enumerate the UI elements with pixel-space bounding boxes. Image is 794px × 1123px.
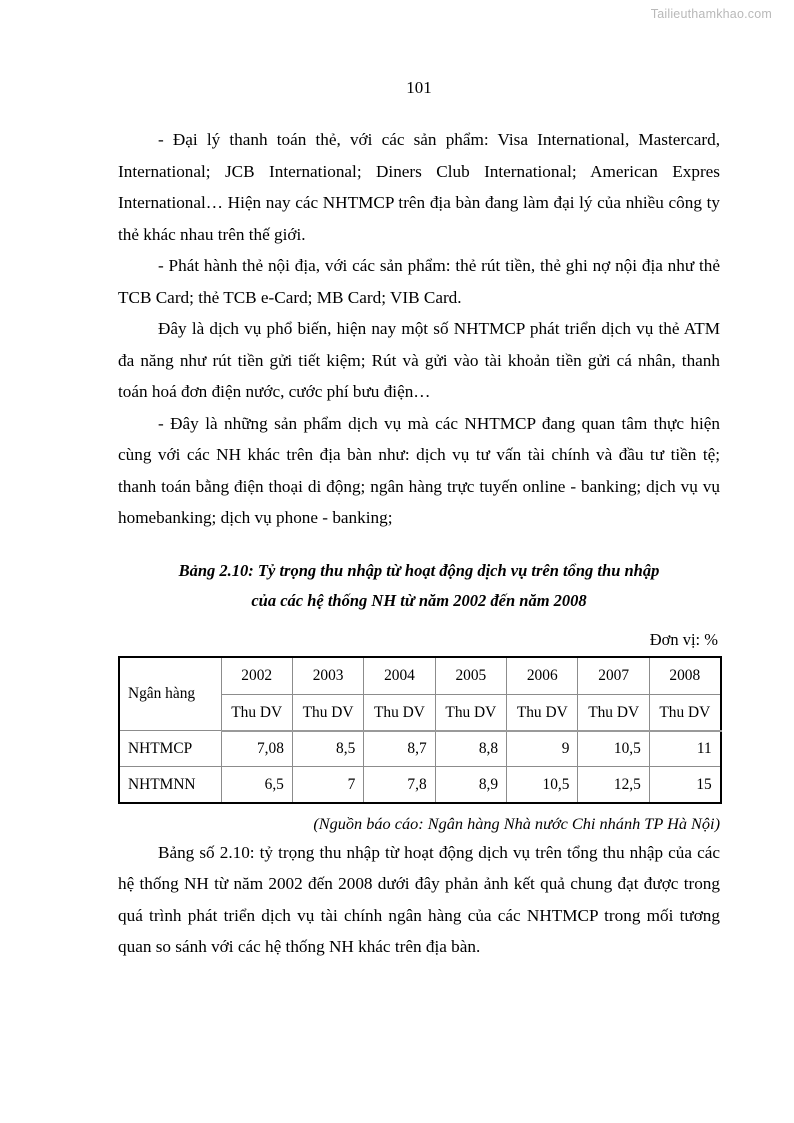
paragraph-4: - Đây là những sản phẩm dịch vụ mà các NHTMCP đang quan tâm thực hiện cùng với các NH khác trên địa bàn như: dịch vụ tư vấn tài chính và đầu tư tiền tệ; thanh toán bằng điện thoại di động; ngân hàng trực tuyến online - banking; dịch vụ vụ homebanking; dịch vụ phone - banking; bbox=[118, 413, 720, 528]
table-header-year-2008: 2008 bbox=[649, 657, 720, 695]
cell-nhtmnn-2002: 6,5 bbox=[221, 767, 292, 803]
cell-nhtmcp-2003: 8,5 bbox=[292, 731, 363, 767]
table-row bbox=[119, 731, 721, 767]
table-header-year-2002: 2002 bbox=[221, 657, 292, 695]
table-subheader-2003: Thu DV bbox=[292, 695, 363, 731]
paragraph-2: - Phát hành thẻ nội địa, với các sản phẩm: thẻ rút tiền, thẻ ghi nợ nội địa như thẻ TCB Card; thẻ TCB e-Card; MB Card; VIB Card. bbox=[118, 256, 720, 307]
cell-nhtmnn-2003: 7 bbox=[292, 767, 363, 803]
table-row-label-nhtmnn: NHTMNN bbox=[119, 767, 221, 803]
cell-nhtmnn-2008: 15 bbox=[649, 767, 720, 803]
cell-nhtmcp-2008: 11 bbox=[649, 731, 720, 767]
table-subheader-2006: Thu DV bbox=[507, 695, 578, 731]
cell-nhtmcp-2002: 7,08 bbox=[221, 731, 292, 767]
table-source-note: (Nguồn báo cáo: Ngân hàng Nhà nước Chi nhánh TP Hà Nội) bbox=[313, 813, 720, 833]
cell-nhtmnn-2006: 10,5 bbox=[507, 767, 578, 803]
cell-nhtmnn-2004: 7,8 bbox=[364, 767, 435, 803]
table-caption-line-2: của các hệ thống NH từ năm 2002 đến năm 2008 bbox=[251, 590, 587, 610]
table-caption-line-1: Bảng 2.10: Tỷ trọng thu nhập từ hoạt động dịch vụ trên tổng thu nhập bbox=[178, 560, 660, 580]
table-header-bank: Ngân hàng bbox=[119, 657, 221, 731]
cell-nhtmnn-2007: 12,5 bbox=[578, 767, 649, 803]
table-header-year-2005: 2005 bbox=[435, 657, 506, 695]
income-ratio-table bbox=[118, 656, 722, 804]
page-content bbox=[118, 78, 720, 963]
table-header-year-2006: 2006 bbox=[507, 657, 578, 695]
table-row-label-nhtmcp: NHTMCP bbox=[119, 731, 221, 767]
paragraph-1: - Đại lý thanh toán thẻ, với các sản phẩm: Visa International, Mastercard, International; JCB International; Diners Club International; American Expres International… Hiện nay các NHTMCP trên địa bàn đang làm đại lý của nhiều công ty thẻ khác nhau trên thế giới. bbox=[118, 130, 720, 244]
watermark-text: Tailieuthamkhao.com bbox=[650, 7, 772, 21]
cell-nhtmcp-2004: 8,7 bbox=[364, 731, 435, 767]
table-row bbox=[119, 767, 721, 803]
table-subheader-2005: Thu DV bbox=[435, 695, 506, 731]
table-header-year-2007: 2007 bbox=[578, 657, 649, 695]
unit-label: Đơn vị: % bbox=[649, 629, 718, 649]
table-subheader-2007: Thu DV bbox=[578, 695, 649, 731]
table-subheader-2008: Thu DV bbox=[649, 695, 720, 731]
table-header-row-years bbox=[119, 657, 721, 695]
page-number: 101 bbox=[406, 78, 432, 97]
cell-nhtmcp-2006: 9 bbox=[507, 731, 578, 767]
table-subheader-2002: Thu DV bbox=[221, 695, 292, 731]
paragraph-5: Bảng số 2.10: tỷ trọng thu nhập từ hoạt động dịch vụ trên tổng thu nhập của các hệ thống NH từ năm 2002 đến 2008 dưới đây phản ảnh kết quả chung đạt được trong quá trình phát triển dịch vụ tài chính ngân hàng của các NHTMCP trong mối tương quan so sánh với các hệ thống NH khác trên địa bàn. bbox=[118, 842, 720, 957]
table-subheader-2004: Thu DV bbox=[364, 695, 435, 731]
cell-nhtmcp-2005: 8,8 bbox=[435, 731, 506, 767]
table-header-year-2004: 2004 bbox=[364, 657, 435, 695]
table-header-year-2003: 2003 bbox=[292, 657, 363, 695]
cell-nhtmnn-2005: 8,9 bbox=[435, 767, 506, 803]
cell-nhtmcp-2007: 10,5 bbox=[578, 731, 649, 767]
paragraph-3: Đây là dịch vụ phổ biến, hiện nay một số NHTMCP phát triển dịch vụ thẻ ATM đa năng như rút tiền gửi tiết kiệm; Rút và gửi vào tài khoản tiền gửi cá nhân, thanh toán hoá đơn điện nước, cước phí bưu điện… bbox=[118, 319, 720, 402]
table-caption bbox=[118, 556, 720, 616]
